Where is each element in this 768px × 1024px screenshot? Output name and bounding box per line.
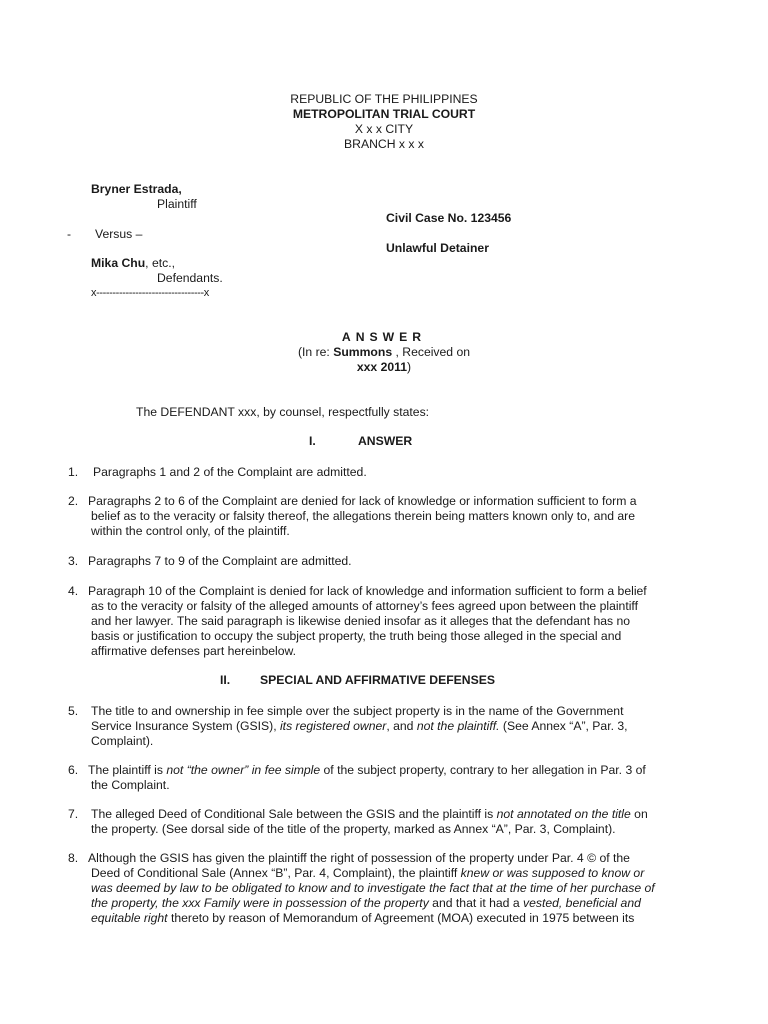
paragraph-8-line-3 bbox=[91, 881, 655, 896]
paragraph-2-line-3: within the control only, of the plaintiff. bbox=[91, 524, 290, 538]
section-1-number: I. bbox=[309, 434, 316, 448]
court-header-republic: REPUBLIC OF THE PHILIPPINES bbox=[290, 92, 478, 106]
paragraph-8-line-1: Although the GSIS has given the plaintiff the right of possession of the property under Par. 4 © of the bbox=[88, 851, 630, 865]
defendant-label: Defendants. bbox=[157, 271, 223, 285]
paragraph-4-line-4: basis or justification to occupy the subject property, the truth being those alleged in the special and bbox=[91, 629, 622, 643]
title-date-line bbox=[0, 360, 768, 375]
paragraph-4-number: 4. bbox=[68, 584, 79, 598]
p8-italic-knew: knew or was supposed to know or bbox=[460, 866, 645, 880]
p8-italic-equitable: equitable right bbox=[91, 911, 168, 925]
paragraph-8-number: 8. bbox=[68, 851, 79, 865]
section-2-number: II. bbox=[220, 673, 231, 687]
title-sub-close: ) bbox=[407, 360, 412, 374]
paragraph-5-line-1: The title to and ownership in fee simple over the subject property is in the name of the Government bbox=[91, 704, 624, 718]
paragraph-5-number: 5. bbox=[68, 704, 79, 718]
paragraph-4-line-1: Paragraph 10 of the Complaint is denied for lack of knowledge and information sufficient to form a belief bbox=[88, 584, 647, 598]
case-type: Unlawful Detainer bbox=[386, 241, 489, 255]
paragraph-4-line-2: as to the veracity or falsity of the alleged amounts of attorney’s fees agreed upon between the plaintiff bbox=[91, 599, 638, 613]
p8-italic-deemed: was deemed by law to be obligated to know and to investigate the fact that at the time of her purchase of bbox=[91, 881, 655, 895]
title-sub-date: xxx 2011 bbox=[356, 360, 408, 374]
paragraph-5-line-2 bbox=[91, 719, 628, 734]
defendant-line bbox=[91, 256, 175, 271]
paragraph-8-line-2 bbox=[91, 866, 644, 881]
p8-text-a: Deed of Conditional Sale (Annex “B”, Par. 4, Complaint), the plaintiff bbox=[91, 866, 461, 880]
p7-italic-not-annotated: not annotated on the title bbox=[496, 807, 631, 821]
title-sub-summons: Summons bbox=[333, 345, 393, 359]
p7-text-c: on bbox=[630, 807, 648, 821]
paragraph-6-number: 6. bbox=[68, 763, 79, 777]
paragraph-7-number: 7. bbox=[68, 807, 79, 821]
p8-italic-possession: the property, the xxx Family were in possession of the property bbox=[91, 896, 429, 910]
title-sub-prefix: (In re: bbox=[297, 345, 334, 359]
paragraph-1-number: 1. bbox=[68, 465, 79, 479]
p6-italic-not-owner: not “the owner” in fee simple bbox=[166, 763, 321, 777]
plaintiff-name: Bryner Estrada, bbox=[91, 182, 182, 196]
p8-italic-vested: vested, beneficial and bbox=[522, 896, 641, 910]
paragraph-8-line-5 bbox=[91, 911, 634, 926]
title-subline bbox=[0, 345, 768, 360]
paragraph-1-line-1: Paragraphs 1 and 2 of the Complaint are admitted. bbox=[93, 465, 367, 479]
p5-italic-not-plaintiff: not the plaintiff. bbox=[416, 719, 500, 733]
versus-label: Versus – bbox=[95, 227, 143, 241]
paragraph-8-line-4 bbox=[91, 896, 641, 911]
paragraph-2-number: 2. bbox=[68, 494, 79, 508]
court-header-city: X x x CITY bbox=[354, 122, 414, 136]
p5-italic-registered-owner: its registered owner bbox=[279, 719, 387, 733]
section-2-title: SPECIAL AND AFFIRMATIVE DEFENSES bbox=[260, 673, 495, 687]
paragraph-7-line-1 bbox=[91, 807, 648, 822]
intro-text: The DEFENDANT xxx, by counsel, respectfully states: bbox=[136, 405, 430, 419]
court-header-branch: BRANCH x x x bbox=[344, 137, 424, 151]
p8-text-moa: thereto by reason of Memorandum of Agreement (MOA) executed in 1975 between its bbox=[167, 911, 635, 925]
p5-text-e: (See Annex “A”, Par. 3, bbox=[499, 719, 628, 733]
court-header-name: METROPOLITAN TRIAL COURT bbox=[292, 107, 476, 121]
defendant-etc: , etc., bbox=[145, 256, 175, 270]
p8-text-b: and that it had a bbox=[428, 896, 523, 910]
paragraph-5-line-3: Complaint). bbox=[91, 734, 154, 748]
paragraph-3-number: 3. bbox=[68, 554, 79, 568]
p6-text-c: of the subject property, contrary to her allegation in Par. 3 of bbox=[320, 763, 646, 777]
caption-separator: x---------------------------------x bbox=[91, 287, 209, 299]
paragraph-2-line-2: belief as to the veracity or falsity thereof, the allegations therein being matters known only to, and are bbox=[91, 509, 636, 523]
defendant-name: Mika Chu bbox=[91, 256, 146, 270]
p7-text-a: The alleged Deed of Conditional Sale between the GSIS and the plaintiff is bbox=[91, 807, 497, 821]
caption-dash: - bbox=[67, 227, 72, 241]
paragraph-7-line-2: the property. (See dorsal side of the title of the property, marked as Annex “A”, Par. 3, Complaint). bbox=[91, 822, 616, 836]
paragraph-4-line-5: affirmative defenses part hereinbelow. bbox=[91, 644, 297, 658]
section-1-title: ANSWER bbox=[358, 434, 413, 448]
case-number: Civil Case No. 123456 bbox=[386, 211, 512, 225]
document-title: ANSWER bbox=[341, 330, 427, 344]
plaintiff-label: Plaintiff bbox=[157, 197, 197, 211]
paragraph-3-line-1: Paragraphs 7 to 9 of the Complaint are admitted. bbox=[88, 554, 352, 568]
paragraph-6-line-2: the Complaint. bbox=[91, 778, 170, 792]
paragraph-2-line-1: Paragraphs 2 to 6 of the Complaint are denied for lack of knowledge or information sufficient to form a bbox=[88, 494, 637, 508]
p6-text-a: The plaintiff is bbox=[88, 763, 167, 777]
title-sub-mid: , Received on bbox=[392, 345, 471, 359]
paragraph-4-line-3: and her lawyer. The said paragraph is likewise denied insofar as it alleges that the defendant has no bbox=[91, 614, 631, 628]
p5-text-a: Service Insurance System (GSIS), bbox=[91, 719, 280, 733]
paragraph-6-line-1 bbox=[88, 763, 646, 778]
p5-text-c: , and bbox=[386, 719, 417, 733]
